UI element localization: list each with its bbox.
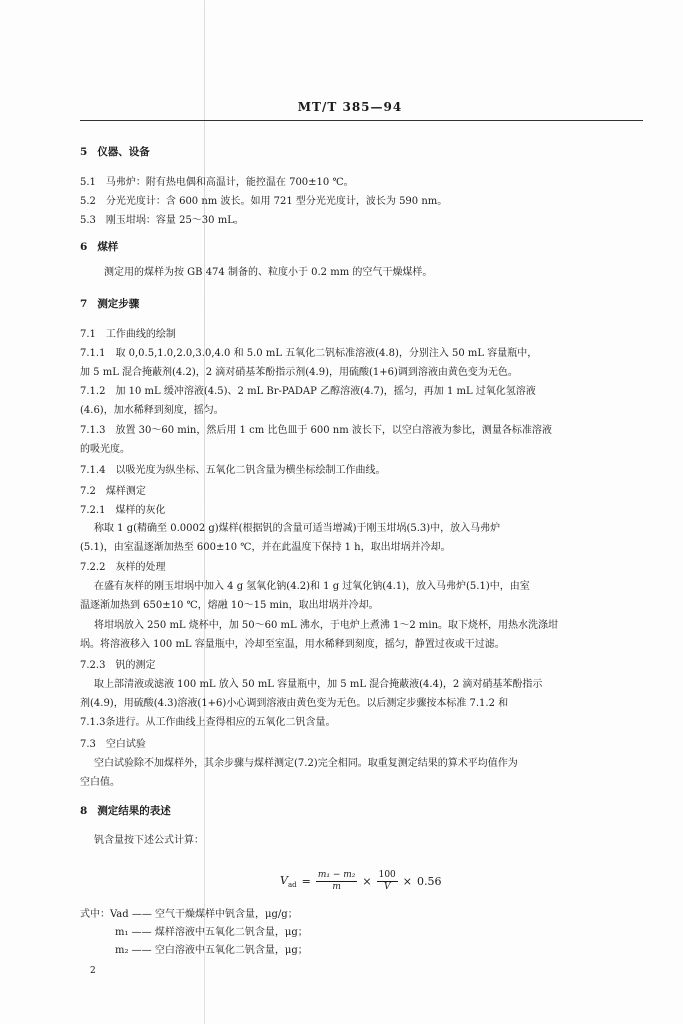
- formula-intro: 钒含量按下述公式计算：: [94, 835, 204, 846]
- clause-7-2-2-cont2: 埚。将溶液移入 100 mL 容量瓶中，冷却至室温，用水稀释到刻度，摇匀，静置过夜或干过滤。: [80, 639, 505, 650]
- clause-5-3: 5.3 刚玉坩埚：容量 25～30 mL。: [80, 215, 244, 226]
- clause-7-2-2: 7.2.2 灰样的处理: [80, 562, 166, 573]
- standard-header: MT/T 385—94: [297, 100, 403, 114]
- section-number: 8: [80, 805, 88, 817]
- clause-7-2: 7.2 煤样测定: [80, 486, 146, 497]
- clause-7-1-4: 7.1.4 以吸光度为纵坐标、五氧化二钒含量为横坐标绘制工作曲线。: [80, 465, 386, 476]
- header-rule: [80, 120, 643, 121]
- scan-artifact-line: [204, 0, 205, 1024]
- clause-7-1-1: 7.1.1 取 0,0.5,1.0,2.0,3.0,4.0 和 5.0 mL 五氧化二钒标准溶液(4.8)，分别注入 50 mL 容量瓶中，: [80, 348, 538, 359]
- section-5-heading: [80, 146, 150, 159]
- section-title: 测定结果的表述: [97, 805, 171, 817]
- where-m2: m₂ —— 空白溶液中五氧化二钒含量，μg；: [115, 945, 308, 956]
- formula-times: ×: [402, 875, 412, 888]
- clause-5-2: 5.2 分光光度计：含 600 nm 波长。如用 721 型分光光度计，波长为 590 nm。: [80, 196, 448, 207]
- section-number: 6: [80, 241, 88, 253]
- clause-7-3: 7.3 空白试验: [80, 739, 146, 750]
- section-number: 7: [80, 298, 88, 310]
- where-vad: 式中：Vad —— 空气干燥煤样中钒含量，μg/g；: [80, 909, 298, 920]
- section-title: 仪器、设备: [97, 146, 150, 158]
- clause-7-2-2-body: 在盛有灰样的刚玉坩埚中加入 4 g 氢氧化钠(4.2)和 1 g 过氧化钠(4.1)，放入马弗炉(5.1)中，由室: [94, 581, 530, 592]
- clause-7-2-3-cont2: 7.1.3条进行。从工作曲线上查得相应的五氧化二钒含量。: [80, 717, 336, 728]
- clause-7-3-body: 空白试验除不加煤样外，其余步骤与煤样测定(7.2)完全相同。取重复测定结果的算术平均值作为: [94, 758, 518, 769]
- section-title: 测定步骤: [97, 298, 140, 310]
- clause-7-2-2-cont: 温逐渐加热到 650±10 ℃，熔融 10～15 min，取出坩埚并冷却。: [80, 600, 379, 611]
- clause-7-3-cont: 空白值。: [80, 777, 120, 788]
- section-number: 5: [80, 146, 88, 158]
- section-6-heading: [80, 241, 118, 254]
- formula-times: ×: [362, 875, 372, 888]
- formula-fraction-volume: $\frac{100}{V}$: [378, 870, 396, 892]
- clause-7-1: 7.1 工作曲线的绘制: [80, 329, 176, 340]
- clause-7-1-3-cont: 的吸光度。: [80, 444, 130, 455]
- formula-lhs: $V_{ad}$: [280, 873, 297, 890]
- clause-7-2-1: 7.2.1 煤样的灰化: [80, 505, 166, 516]
- section-8-heading: [80, 805, 171, 818]
- clause-7-2-1-cont: (5.1)，由室温逐渐加热至 600±10 ℃，并在此温度下保持 1 h，取出坩埚并冷却。: [80, 542, 451, 553]
- clause-7-1-1-cont: 加 5 mL 混合掩蔽剂(4.2)，2 滴对硝基苯酚指示剂(4.9)，用硫酸(1+6)调到溶液由黄色变为无色。: [80, 367, 518, 378]
- formula-constant: 0.56: [417, 875, 442, 888]
- clause-7-2-3-cont: 剂(4.9)，用硫酸(4.3)溶液(1+6)小心调到溶液由黄色变为无色。以后测定步骤按本标准 7.1.2 和: [80, 698, 509, 709]
- formula-fraction-mass: $\frac{\text{m₁ − m₂}}{m}$: [317, 870, 356, 892]
- clause-7-2-3: 7.2.3 钒的测定: [80, 660, 156, 671]
- page-number: 2: [90, 966, 96, 976]
- clause-7-1-3: 7.1.3 放置 30～60 min，然后用 1 cm 比色皿于 600 nm 波长下，以空白溶液为参比，测量各标准溶液: [80, 425, 552, 436]
- clause-7-2-1-body: 称取 1 g(精确至 0.0002 g)煤样(根据钒的含量可适当增减)于刚玉坩埚(5.3)中，放入马弗炉: [94, 523, 501, 534]
- clause-7-1-2-cont: (4.6)，加水稀释到刻度，摇匀。: [80, 405, 224, 416]
- where-m1: m₁ —— 煤样溶液中五氧化二钒含量，μg；: [115, 927, 308, 938]
- section-6-body: 测定用的煤样为按 GB 474 制备的、粒度小于 0.2 mm 的空气干燥煤样。: [104, 267, 433, 278]
- clause-7-2-2-body2: 将坩埚放入 250 mL 烧杯中，加 50～60 mL 沸水，于电炉上煮沸 1～2 min。取下烧杯，用热水洗涤坩: [94, 620, 559, 631]
- formula-equals: =: [301, 875, 311, 888]
- clause-7-2-3-body: 取上部清液或滤液 100 mL 放入 50 mL 容量瓶中，加 5 mL 混合掩蔽液(4.4)，2 滴对硝基苯酚指示: [94, 679, 543, 690]
- section-7-heading: [80, 298, 139, 311]
- clause-7-1-2: 7.1.2 加 10 mL 缓冲溶液(4.5)、2 mL Br-PADAP 乙醇溶液(4.7)，摇匀，再加 1 mL 过氧化氢溶液: [80, 386, 536, 397]
- vanadium-formula: [280, 870, 442, 893]
- clause-5-1: 5.1 马弗炉：附有热电偶和高温计，能控温在 700±10 ℃。: [80, 177, 354, 188]
- section-title: 煤样: [97, 241, 119, 253]
